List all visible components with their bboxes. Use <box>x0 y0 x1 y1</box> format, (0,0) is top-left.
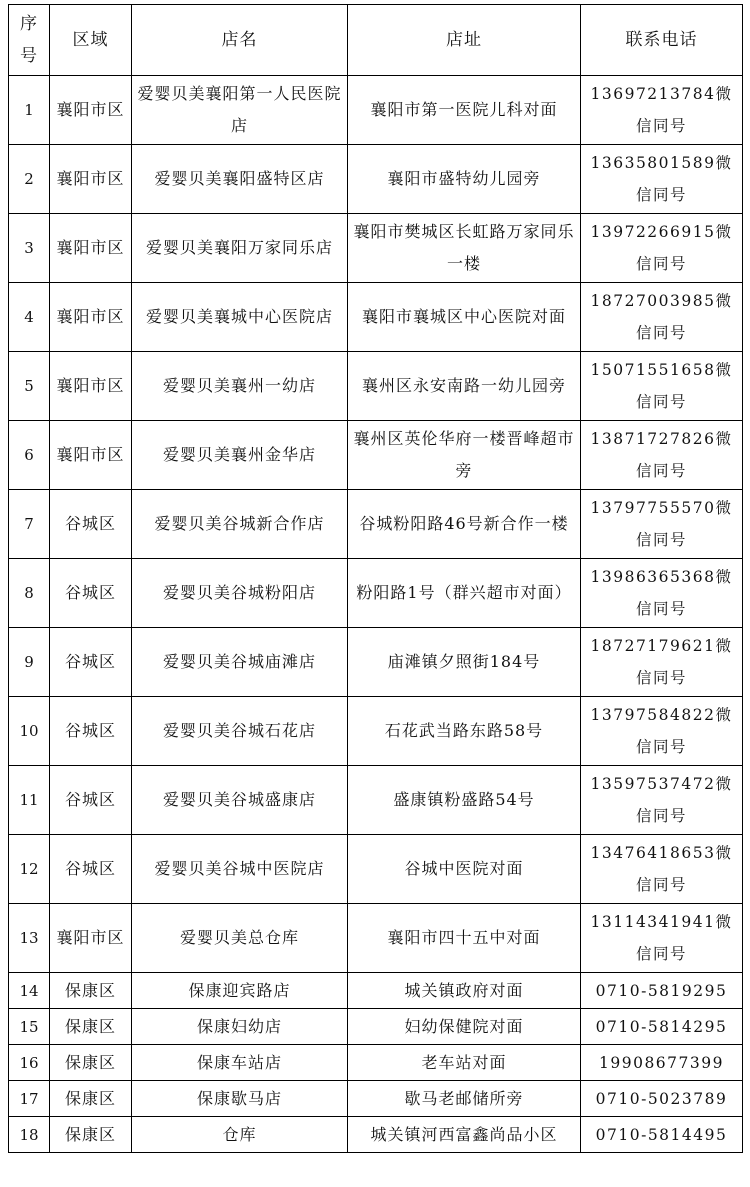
cell-phone: 0710-5814295 <box>581 1009 743 1045</box>
cell-address: 襄阳市襄城区中心医院对面 <box>348 283 581 352</box>
cell-index: 1 <box>9 76 50 145</box>
cell-region: 襄阳市区 <box>50 283 132 352</box>
cell-index: 15 <box>9 1009 50 1045</box>
table-row <box>9 697 743 766</box>
cell-region: 襄阳市区 <box>50 904 132 973</box>
cell-index: 12 <box>9 835 50 904</box>
cell-phone: 0710-5814495 <box>581 1117 743 1153</box>
cell-store-name: 爱婴贝美谷城盛康店 <box>132 766 348 835</box>
header-region: 区域 <box>50 5 132 76</box>
table-row <box>9 490 743 559</box>
cell-address: 城关镇河西富鑫尚品小区 <box>348 1117 581 1153</box>
cell-address: 歇马老邮储所旁 <box>348 1081 581 1117</box>
cell-phone: 18727003985微信同号 <box>581 283 743 352</box>
cell-region: 谷城区 <box>50 835 132 904</box>
cell-phone: 13871727826微信同号 <box>581 421 743 490</box>
cell-index: 9 <box>9 628 50 697</box>
cell-region: 谷城区 <box>50 697 132 766</box>
cell-store-name: 爱婴贝美襄阳盛特区店 <box>132 145 348 214</box>
cell-phone: 13597537472微信同号 <box>581 766 743 835</box>
cell-index: 10 <box>9 697 50 766</box>
cell-phone: 13476418653微信同号 <box>581 835 743 904</box>
table-row <box>9 1117 743 1153</box>
cell-phone: 13114341941微信同号 <box>581 904 743 973</box>
header-name: 店名 <box>132 5 348 76</box>
cell-store-name: 爱婴贝美襄阳第一人民医院店 <box>132 76 348 145</box>
cell-region: 谷城区 <box>50 628 132 697</box>
cell-region: 襄阳市区 <box>50 145 132 214</box>
table-row <box>9 835 743 904</box>
store-table <box>8 4 743 1153</box>
cell-index: 8 <box>9 559 50 628</box>
table-row <box>9 352 743 421</box>
cell-region: 襄阳市区 <box>50 421 132 490</box>
table-row <box>9 283 743 352</box>
cell-region: 谷城区 <box>50 559 132 628</box>
header-row <box>9 5 743 76</box>
cell-store-name: 保康妇幼店 <box>132 1009 348 1045</box>
table-row <box>9 145 743 214</box>
table-row <box>9 559 743 628</box>
cell-store-name: 保康歇马店 <box>132 1081 348 1117</box>
cell-store-name: 爱婴贝美谷城粉阳店 <box>132 559 348 628</box>
cell-address: 盛康镇粉盛路54号 <box>348 766 581 835</box>
cell-store-name: 爱婴贝美总仓库 <box>132 904 348 973</box>
cell-address: 襄阳市第一医院儿科对面 <box>348 76 581 145</box>
cell-address: 老车站对面 <box>348 1045 581 1081</box>
cell-region: 襄阳市区 <box>50 352 132 421</box>
cell-store-name: 爱婴贝美襄州金华店 <box>132 421 348 490</box>
cell-index: 13 <box>9 904 50 973</box>
cell-region: 谷城区 <box>50 766 132 835</box>
cell-index: 17 <box>9 1081 50 1117</box>
cell-phone: 13697213784微信同号 <box>581 76 743 145</box>
table-row <box>9 1081 743 1117</box>
table-row <box>9 628 743 697</box>
cell-region: 保康区 <box>50 1081 132 1117</box>
table-row <box>9 1045 743 1081</box>
cell-store-name: 爱婴贝美谷城庙滩店 <box>132 628 348 697</box>
table-row <box>9 214 743 283</box>
cell-address: 襄州区永安南路一幼儿园旁 <box>348 352 581 421</box>
cell-store-name: 爱婴贝美襄州一幼店 <box>132 352 348 421</box>
header-phone: 联系电话 <box>581 5 743 76</box>
cell-region: 襄阳市区 <box>50 214 132 283</box>
cell-phone: 13797755570微信同号 <box>581 490 743 559</box>
cell-store-name: 保康车站店 <box>132 1045 348 1081</box>
table-row <box>9 904 743 973</box>
cell-index: 16 <box>9 1045 50 1081</box>
header-index: 序号 <box>9 5 50 76</box>
cell-address: 襄阳市四十五中对面 <box>348 904 581 973</box>
cell-region: 保康区 <box>50 1009 132 1045</box>
cell-index: 2 <box>9 145 50 214</box>
cell-index: 11 <box>9 766 50 835</box>
table-body <box>9 76 743 1153</box>
cell-store-name: 仓库 <box>132 1117 348 1153</box>
cell-address: 襄州区英伦华府一楼晋峰超市旁 <box>348 421 581 490</box>
cell-region: 保康区 <box>50 1117 132 1153</box>
cell-phone: 13635801589微信同号 <box>581 145 743 214</box>
cell-phone: 0710-5023789 <box>581 1081 743 1117</box>
cell-store-name: 爱婴贝美谷城新合作店 <box>132 490 348 559</box>
cell-phone: 15071551658微信同号 <box>581 352 743 421</box>
cell-store-name: 爱婴贝美襄城中心医院店 <box>132 283 348 352</box>
table-row <box>9 1009 743 1045</box>
cell-address: 石花武当路东路58号 <box>348 697 581 766</box>
cell-address: 庙滩镇夕照街184号 <box>348 628 581 697</box>
cell-phone: 13986365368微信同号 <box>581 559 743 628</box>
cell-region: 保康区 <box>50 973 132 1009</box>
cell-address: 襄阳市盛特幼儿园旁 <box>348 145 581 214</box>
cell-address: 粉阳路1号（群兴超市对面） <box>348 559 581 628</box>
cell-address: 妇幼保健院对面 <box>348 1009 581 1045</box>
cell-index: 3 <box>9 214 50 283</box>
cell-index: 14 <box>9 973 50 1009</box>
table-row <box>9 421 743 490</box>
cell-phone: 18727179621微信同号 <box>581 628 743 697</box>
header-address: 店址 <box>348 5 581 76</box>
cell-region: 襄阳市区 <box>50 76 132 145</box>
cell-region: 谷城区 <box>50 490 132 559</box>
cell-store-name: 爱婴贝美襄阳万家同乐店 <box>132 214 348 283</box>
table-row <box>9 76 743 145</box>
cell-address: 谷城粉阳路46号新合作一楼 <box>348 490 581 559</box>
cell-phone: 13972266915微信同号 <box>581 214 743 283</box>
cell-phone: 19908677399 <box>581 1045 743 1081</box>
cell-store-name: 爱婴贝美谷城石花店 <box>132 697 348 766</box>
cell-phone: 13797584822微信同号 <box>581 697 743 766</box>
cell-store-name: 爱婴贝美谷城中医院店 <box>132 835 348 904</box>
cell-index: 18 <box>9 1117 50 1153</box>
cell-index: 6 <box>9 421 50 490</box>
cell-region: 保康区 <box>50 1045 132 1081</box>
cell-address: 襄阳市樊城区长虹路万家同乐一楼 <box>348 214 581 283</box>
table-row <box>9 973 743 1009</box>
table-row <box>9 766 743 835</box>
cell-index: 7 <box>9 490 50 559</box>
cell-index: 5 <box>9 352 50 421</box>
cell-address: 谷城中医院对面 <box>348 835 581 904</box>
cell-address: 城关镇政府对面 <box>348 973 581 1009</box>
cell-store-name: 保康迎宾路店 <box>132 973 348 1009</box>
cell-index: 4 <box>9 283 50 352</box>
cell-phone: 0710-5819295 <box>581 973 743 1009</box>
